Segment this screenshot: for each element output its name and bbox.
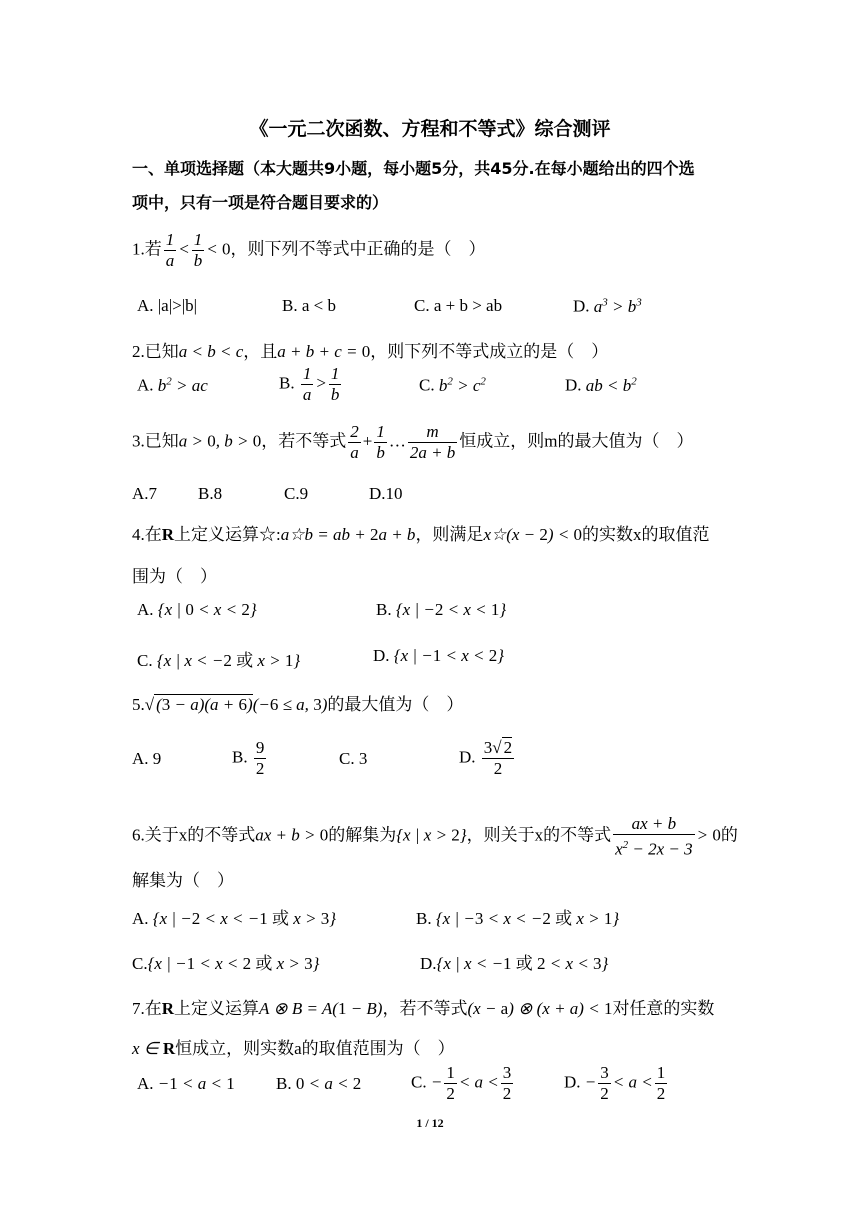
q4-option-c: C. {x | x < −2 或 x > 1} bbox=[137, 651, 301, 670]
q2-option-c: C. $b^2 > c^2$ bbox=[419, 375, 486, 395]
question-2: 2.已知a < b < c，且a + b + c = 0，则下列不等式成立的是（ ） bbox=[132, 342, 609, 361]
q7-option-c: C. − $\frac{1}{2}$ < a < $\frac{3}{2}$ bbox=[411, 1063, 512, 1103]
q2-option-d: D. ab < $b^2$ bbox=[565, 375, 637, 395]
q7-option-b: B. 0 < a < 2 bbox=[276, 1074, 362, 1093]
document-title: 《一元二次函数、方程和不等式》综合测评 bbox=[249, 118, 611, 140]
question-6-line2: 解集为（ ） bbox=[132, 871, 234, 890]
question-6: 6.关于x的不等式ax + b > 0的解集为{x | x > 2}，则关于x的不等式 $\frac{ax + b}{x^2 - 2x - 3}$ > 0的 bbox=[132, 814, 738, 859]
q1-option-b: B. a < b bbox=[282, 296, 336, 315]
q3-option-c: C.9 bbox=[284, 484, 309, 503]
q5-option-d: D. $\frac{3√ 2}{2}$ bbox=[459, 738, 513, 778]
q3-option-b: B.8 bbox=[198, 484, 223, 503]
section-heading bbox=[132, 152, 742, 220]
question-5: 5.√ (3 − a)(a + 6)(−6 ≤ a, 3)的最大值为（ ） bbox=[132, 695, 464, 714]
q6-option-a: A. {x | −2 < x < −1 或 x > 3} bbox=[132, 909, 337, 928]
page-number: 1 / 12 bbox=[416, 1116, 444, 1130]
q1-option-d: D. $a^3 > b^3$ bbox=[573, 296, 642, 316]
question-7: 7.在R上定义运算A ⊗ B = A(1 − B)，若不等式(x − a) ⊗ (x + a) < 1对任意的实数 bbox=[132, 999, 715, 1018]
question-1: 1.若 $\frac{1}{a}$ < $\frac{1}{b}$ < 0，则下列不等式中正确的是（ ） bbox=[132, 230, 486, 270]
q4-option-d: D. {x | −1 < x < 2} bbox=[373, 646, 505, 665]
question-4: 4.在R上定义运算☆:a☆b = ab + 2a + b，则满足x☆(x − 2) < 0的实数x的取值范 bbox=[132, 525, 710, 544]
q2-option-a: A. $b^2$ > ac bbox=[137, 375, 208, 395]
q7-option-a: A. −1 < a < 1 bbox=[137, 1074, 235, 1093]
question-4-line2: 围为（ ） bbox=[132, 567, 217, 586]
section-heading-line1: 一、单项选择题（本大题共9小题，每小题5分，共45分.在每小题给出的四个选 bbox=[132, 159, 695, 178]
q5-option-c: C. 3 bbox=[339, 749, 368, 768]
q6-option-b: B. {x | −3 < x < −2 或 x > 1} bbox=[416, 909, 620, 928]
q3-option-d: D.10 bbox=[369, 484, 403, 503]
question-7-line2: x ∈ R恒成立，则实数a的取值范围为（ ） bbox=[132, 1039, 455, 1058]
q4-option-b: B. {x | −2 < x < 1} bbox=[376, 600, 507, 619]
q1-option-c: C. a + b > ab bbox=[414, 296, 503, 315]
q6-option-d: D.{x | x < −1 或 2 < x < 3} bbox=[420, 954, 609, 973]
q5-option-b: B. $\frac{9}{2}$ bbox=[232, 738, 265, 778]
section-heading-line2: 项中，只有一项是符合题目要求的） bbox=[132, 193, 389, 212]
q1-option-a: A. |a|>|b| bbox=[137, 296, 198, 315]
q3-option-a: A.7 bbox=[132, 484, 158, 503]
q7-option-d: D. − $\frac{3}{2}$ < a < $\frac{1}{2}$ bbox=[564, 1063, 666, 1103]
q5-option-a: A. 9 bbox=[132, 749, 162, 768]
question-3: 3.已知a > 0, b > 0，若不等式 $\frac{2}{a}$ + $\frac{1}{b}$ … $\frac{m}{2a + b}$ 恒成立，则m的最大值为（ ） bbox=[132, 422, 694, 462]
q4-option-a: A. {x | 0 < x < 2} bbox=[137, 600, 257, 619]
q6-option-c: C.{x | −1 < x < 2 或 x > 3} bbox=[132, 954, 320, 973]
q2-option-b: B. $\frac{1}{a}$ > $\frac{1}{b}$ bbox=[279, 364, 340, 404]
